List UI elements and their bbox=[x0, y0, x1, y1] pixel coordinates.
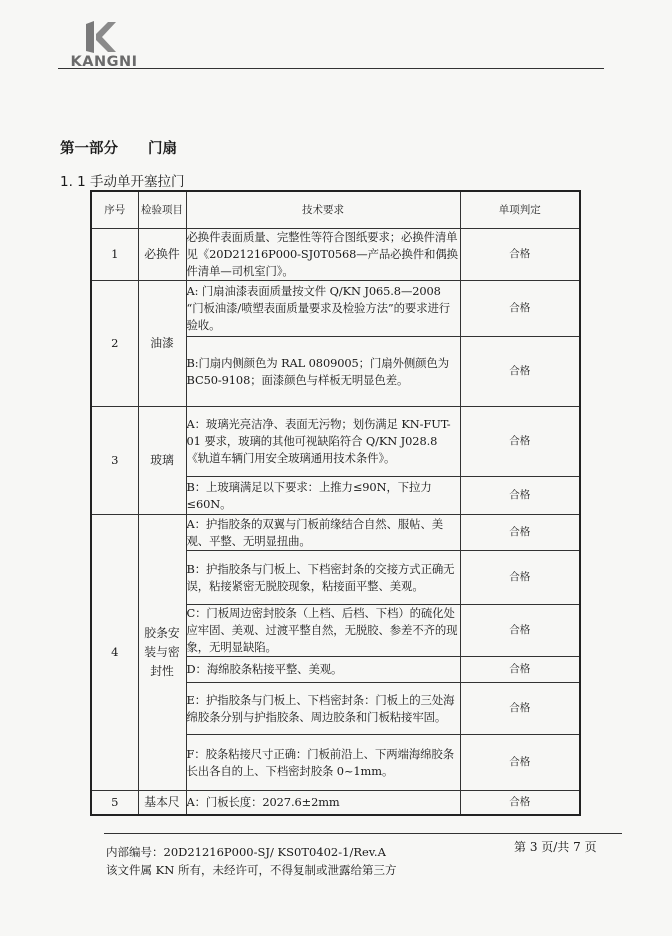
header-rule bbox=[58, 68, 604, 69]
requirement: A：玻璃光亮洁净、表面无污物；划伤满足 KN-FUT-01 要求，玻璃的其他可视缺陷符合 Q/KN J028.8《轨道车辆门用安全玻璃通用技术条件》。 bbox=[186, 407, 460, 477]
table-row bbox=[91, 281, 580, 337]
inspection-table bbox=[90, 190, 581, 816]
result: 合格 bbox=[460, 477, 580, 515]
result: 合格 bbox=[460, 407, 580, 477]
footer-rule bbox=[104, 833, 622, 834]
table-row bbox=[91, 407, 580, 477]
row-number: 4 bbox=[91, 515, 138, 791]
result: 合格 bbox=[460, 515, 580, 551]
row-number: 1 bbox=[91, 229, 138, 281]
requirement: 必换件表面质量、完整性等符合图纸要求；必换件清单见《20D21216P000-SJ0T0568—产品必换件和偶换件清单—司机室门》。 bbox=[186, 229, 460, 281]
inspection-item: 基本尺 bbox=[138, 791, 186, 815]
result: 合格 bbox=[460, 791, 580, 815]
section-title bbox=[60, 137, 177, 158]
header-no: 序号 bbox=[91, 191, 138, 229]
result: 合格 bbox=[460, 605, 580, 657]
requirement: F：胶条粘接尺寸正确：门板前沿上、下两端海绵胶条长出各自的上、下档密封胶条 0~1mm。 bbox=[186, 735, 460, 791]
result: 合格 bbox=[460, 337, 580, 407]
table-row bbox=[91, 515, 580, 551]
result: 合格 bbox=[460, 735, 580, 791]
requirement: D：海绵胶条粘接平整、美观。 bbox=[186, 657, 460, 683]
inspection-item: 玻璃 bbox=[138, 407, 186, 515]
footer-doc-number: 内部编号：20D21216P000-SJ/ KS0T0402-1/Rev.A bbox=[106, 845, 386, 859]
table-header-row bbox=[91, 191, 580, 229]
inspection-item: 必换件 bbox=[138, 229, 186, 281]
requirement: B：上玻璃满足以下要求：上推力≤90N，下拉力≤60N。 bbox=[186, 477, 460, 515]
result: 合格 bbox=[460, 229, 580, 281]
section-part: 第一部分 bbox=[60, 141, 118, 157]
header-result: 单项判定 bbox=[460, 191, 580, 229]
result: 合格 bbox=[460, 551, 580, 605]
row-number: 5 bbox=[91, 791, 138, 815]
table-row bbox=[91, 791, 580, 815]
section-name: 门扇 bbox=[148, 141, 177, 157]
requirement: A：门板长度：2027.6±2mm bbox=[186, 791, 460, 815]
table-row bbox=[91, 229, 580, 281]
requirement: B：护指胶条与门板上、下档密封条的交接方式正确无误，粘接紧密无脱胶现象，粘接面平整、美观。 bbox=[186, 551, 460, 605]
footer-confidential-notice: 该文件属 KN 所有，未经许可，不得复制或泄露给第三方 bbox=[106, 863, 397, 877]
result: 合格 bbox=[460, 657, 580, 683]
header-requirement: 技术要求 bbox=[186, 191, 460, 229]
requirement: A: 门扇油漆表面质量按文件 Q/KN J065.8—2008 “门板油漆/喷塑表面质量要求及检验方法”的要求进行验收。 bbox=[186, 281, 460, 337]
footer-page-number: 第 3 页/共 7 页 bbox=[514, 840, 597, 854]
result: 合格 bbox=[460, 683, 580, 735]
kangni-k-logo-icon bbox=[80, 20, 128, 54]
row-number: 3 bbox=[91, 407, 138, 515]
requirement: C：门板周边密封胶条（上档、后档、下档）的硫化处应牢固、美观、过渡平整自然，无脱胶、参差不齐的现象，无明显缺陷。 bbox=[186, 605, 460, 657]
inspection-item: 油漆 bbox=[138, 281, 186, 407]
subsection-title: 1. 1 手动单开塞拉门 bbox=[60, 174, 185, 190]
result: 合格 bbox=[460, 281, 580, 337]
company-logo bbox=[58, 20, 150, 72]
logo-text: KANGNI bbox=[70, 54, 138, 70]
header-item: 检验项目 bbox=[138, 191, 186, 229]
row-number: 2 bbox=[91, 281, 138, 407]
requirement: A：护指胶条的双翼与门板前缘结合自然、服帖、美观、平整、无明显扭曲。 bbox=[186, 515, 460, 551]
requirement: E：护指胶条与门板上、下档密封条：门板上的三处海绵胶条分别与护指胶条、周边胶条和门板粘接牢固。 bbox=[186, 683, 460, 735]
inspection-item: 胶条安装与密封性 bbox=[138, 515, 186, 791]
requirement: B:门扇内侧颜色为 RAL 0809005；门扇外侧颜色为 BC50-9108；面漆颜色与样板无明显色差。 bbox=[186, 337, 460, 407]
